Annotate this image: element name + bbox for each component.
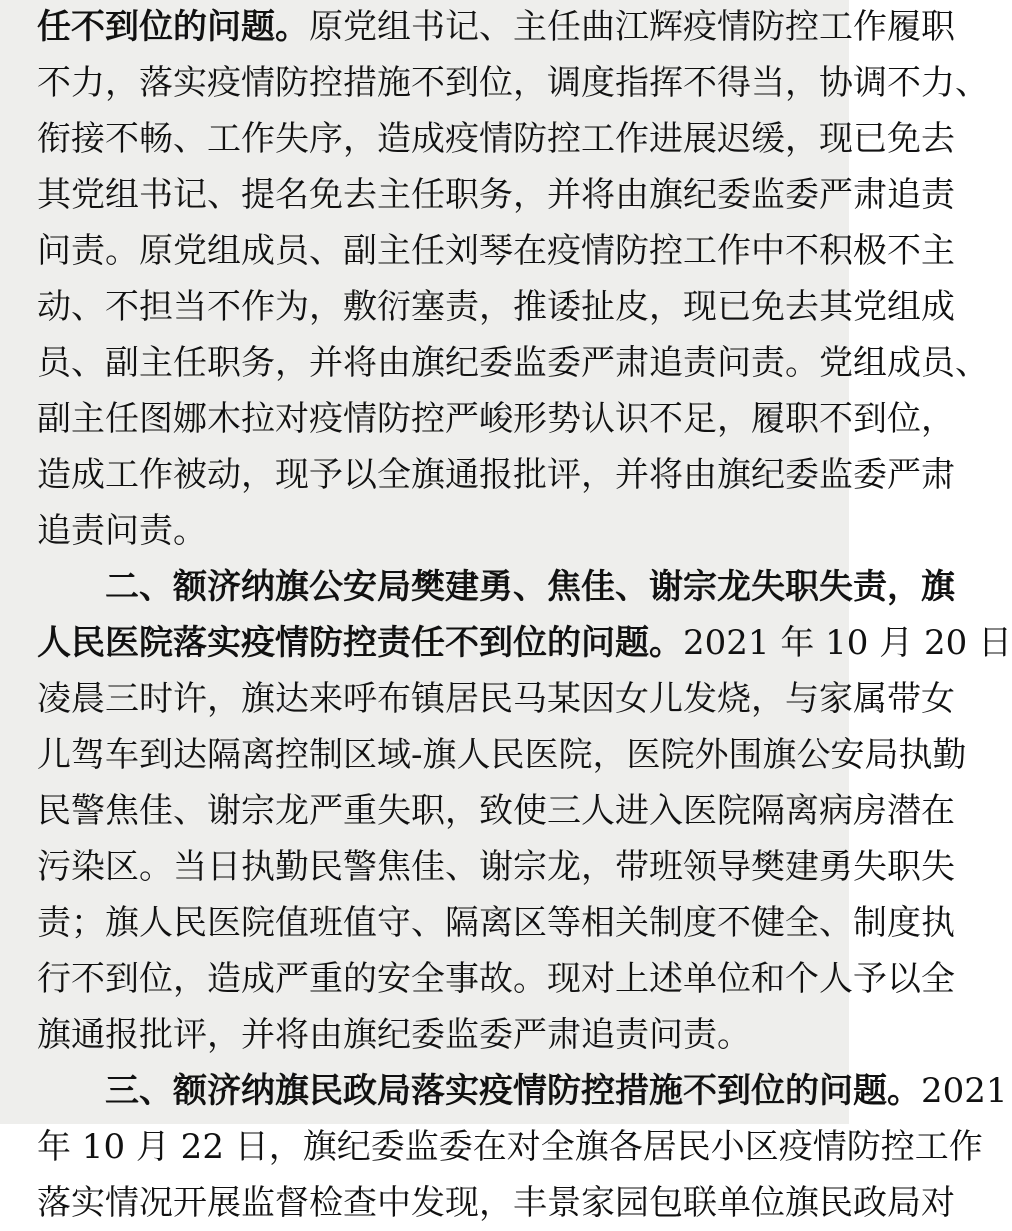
document-line: 凌晨三时许，旗达来呼布镇居民马某因女儿发烧，与家属带女 [37, 679, 955, 719]
document-body [37, 0, 1012, 1231]
document-text: 2021 年 10 月 20 日 [683, 623, 1012, 663]
section-heading-tail: 任不到位的问题。 [37, 7, 309, 47]
document-line: 行不到位，造成严重的安全事故。现对上述单位和个人予以全 [37, 959, 955, 999]
document-line: 副主任图娜木拉对疫情防控严峻形势认识不足，履职不到位， [37, 399, 955, 439]
document-line: 造成工作被动，现予以全旗通报批评，并将由旗纪委监委严肃 [37, 455, 955, 495]
document-text: 原党组书记、主任曲江辉疫情防控工作履职 [309, 7, 955, 47]
document-line: 旗通报批评，并将由旗纪委监委严肃追责问责。 [37, 1015, 751, 1055]
document-line: 其党组书记、提名免去主任职务，并将由旗纪委监委严肃追责 [37, 175, 955, 215]
document-line: 不力，落实疫情防控措施不到位，调度指挥不得当，协调不力、 [37, 63, 989, 103]
document-line: 污染区。当日执勤民警焦佳、谢宗龙，带班领导樊建勇失职失 [37, 847, 955, 887]
document-line: 员、副主任职务，并将由旗纪委监委严肃追责问责。党组成员、 [37, 343, 989, 383]
document-line: 儿驾车到达隔离控制区域-旗人民医院，医院外围旗公安局执勤 [37, 735, 967, 775]
document-text: 2021 [921, 1071, 1008, 1111]
document-line: 衔接不畅、工作失序，造成疫情防控工作进展迟缓，现已免去 [37, 119, 955, 159]
document-line: 责；旗人民医院值班值守、隔离区等相关制度不健全、制度执 [37, 903, 955, 943]
document-line: 动、不担当不作为，敷衍塞责，推诿扯皮，现已免去其党组成 [37, 287, 955, 327]
document-line: 年 10 月 22 日，旗纪委监委在对全旗各居民小区疫情防控工作 [37, 1127, 983, 1167]
section-heading: 二、额济纳旗公安局樊建勇、焦佳、谢宗龙失职失责，旗 [105, 567, 955, 607]
section-heading: 三、额济纳旗民政局落实疫情防控措施不到位的问题。 [105, 1071, 921, 1111]
document-line [37, 615, 1012, 671]
document-line: 落实情况开展监督检查中发现，丰景家园包联单位旗民政局对 [37, 1183, 955, 1223]
document-line: 问责。原党组成员、副主任刘琴在疫情防控工作中不积极不主 [37, 231, 955, 271]
document-line [37, 0, 955, 55]
document-line [37, 1063, 1008, 1119]
section-heading-tail: 人民医院落实疫情防控责任不到位的问题。 [37, 623, 683, 663]
document-line: 民警焦佳、谢宗龙严重失职，致使三人进入医院隔离病房潜在 [37, 791, 955, 831]
document-line: 追责问责。 [37, 511, 207, 551]
